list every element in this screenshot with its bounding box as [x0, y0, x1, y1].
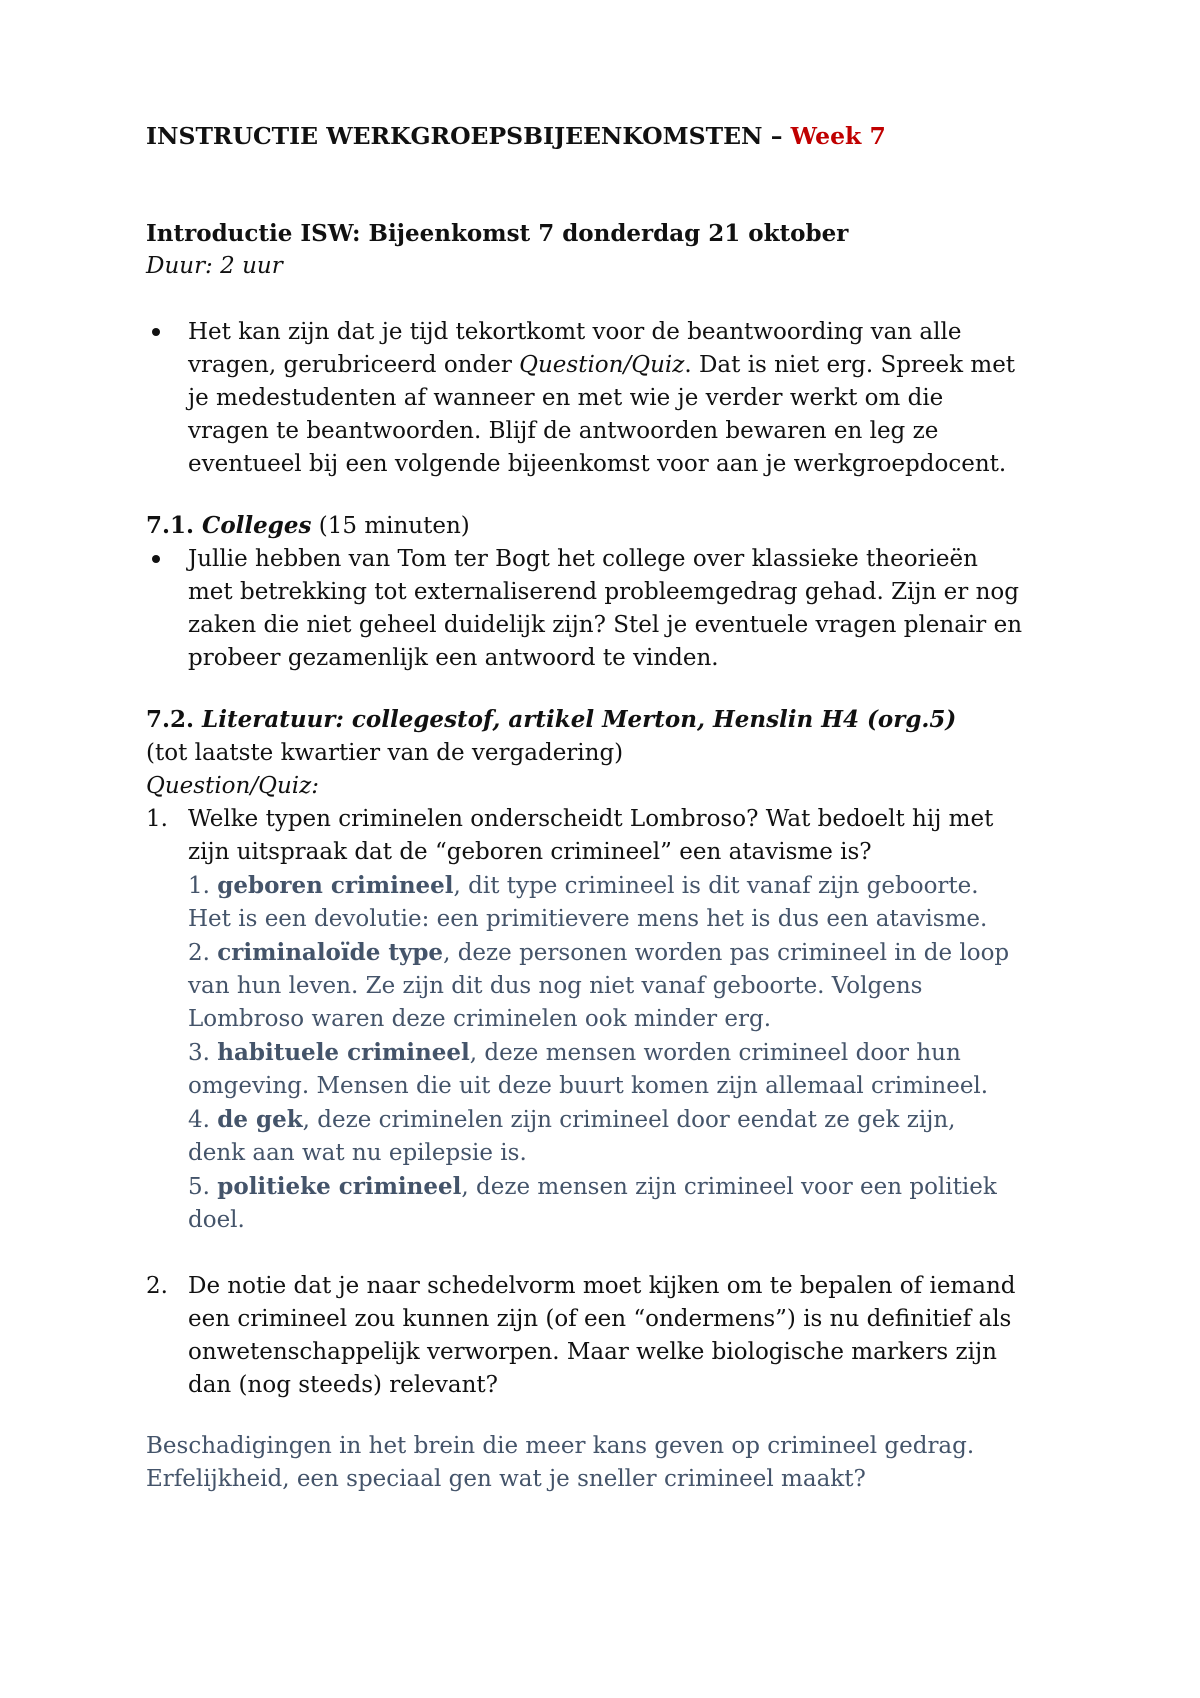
question-line: De notie dat je naar schedelvorm moet kijken om te bepalen of iemand: [188, 1273, 1016, 1299]
section-number: 7.1.: [146, 512, 203, 539]
document-page: [146, 120, 1076, 1496]
colleges-line: zaken die niet geheel duidelijk zijn? Stel je eventuele vragen plenair en: [188, 612, 1023, 638]
answer-text: , deze personen worden pas crimineel in de loop: [443, 940, 1010, 966]
title-text: INSTRUCTIE WERKGROEPSBIJEENKOMSTEN –: [146, 122, 791, 150]
intro-line: [188, 349, 1076, 382]
intro-quiz-ref: Question/Quiz: [519, 352, 685, 378]
question-line: dan (nog steeds) relevant?: [188, 1372, 498, 1398]
answer-term: habituele crimineel: [217, 1039, 470, 1066]
question-line: onwetenschappelijk verworpen. Maar welke biologische markers zijn: [188, 1339, 997, 1365]
answer-text: , deze mensen zijn crimineel voor een politiek: [461, 1174, 997, 1200]
answer-term: criminaloïde type: [217, 939, 444, 966]
answer-text: , deze criminelen zijn crimineel door eendat ze gek zijn,: [302, 1107, 956, 1133]
answer-term: geboren crimineel: [217, 872, 454, 899]
intro-line: Het kan zijn dat je tijd tekortkomt voor de beantwoording van alle: [188, 319, 962, 345]
answer-number: 3.: [188, 1040, 218, 1066]
answer-line: Lombroso waren deze criminelen ook minder erg.: [188, 1006, 772, 1032]
session-heading: Introductie ISW: Bijeenkomst 7 donderdag 21 oktober: [146, 220, 849, 247]
answer-line: doel.: [188, 1207, 245, 1233]
answer-line: [188, 936, 1076, 970]
intro-bullet-item: [146, 316, 1076, 481]
answer-text: , deze mensen worden crimineel door hun: [469, 1040, 961, 1066]
question-line: een crimineel zou kunnen zijn (of een “ondermens”) is nu definitief als: [188, 1306, 1012, 1332]
answer-line: van hun leven. Ze zijn dit dus nog niet vanaf geboorte. Volgens: [188, 973, 923, 999]
answer-number: 2.: [188, 940, 218, 966]
title-week: Week 7: [790, 122, 886, 150]
question-line: Welke typen criminelen onderscheidt Lombroso? Wat bedoelt hij met: [188, 806, 994, 832]
answer-line: denk aan wat nu epilepsie is.: [188, 1140, 527, 1166]
intro-text: . Dat is niet erg. Spreek met: [684, 352, 1016, 378]
intro-text: vragen, gerubriceerd onder: [188, 352, 520, 378]
colleges-line: probeer gezamenlijk een antwoord te vinden.: [188, 645, 719, 671]
quiz-label: Question/Quiz:: [146, 773, 319, 799]
answer-number: 4.: [188, 1107, 218, 1133]
answer-line: Beschadigingen in het brein die meer kans geven op crimineel gedrag.: [146, 1433, 975, 1459]
answer-line: [188, 1103, 1076, 1137]
section-subtitle: (tot laatste kwartier van de vergadering): [146, 740, 624, 766]
question-1: [146, 803, 1076, 1237]
answer-term: de gek: [217, 1106, 303, 1133]
answer-line: Het is een devolutie: een primitievere mens het is dus een atavisme.: [188, 906, 988, 932]
answer-line: [188, 1036, 1076, 1070]
colleges-line: met betrekking tot externaliserend probleemgedrag gehad. Zijn er nog: [188, 579, 1019, 605]
bullet-icon: [152, 328, 160, 336]
question-number: 1.: [146, 806, 168, 832]
intro-line: eventueel bij een volgende bijeenkomst voor aan je werkgroepdocent.: [188, 451, 1007, 477]
answer-text: , dit type crimineel is dit vanaf zijn geboorte.: [453, 873, 979, 899]
document-title: [146, 120, 1076, 153]
section-title: Colleges: [202, 512, 312, 539]
intro-line: je medestudenten af wanneer en met wie je verder werkt om die: [188, 385, 944, 411]
question-number: 2.: [146, 1273, 168, 1299]
answer-line: omgeving. Mensen die uit deze buurt komen zijn allemaal crimineel.: [188, 1073, 989, 1099]
section-7-2-heading: [146, 703, 1076, 737]
section-7-1-heading: [146, 509, 1076, 543]
answer-line: [188, 1170, 1076, 1204]
intro-line: vragen te beantwoorden. Blijf de antwoorden bewaren en leg ze: [188, 418, 939, 444]
answer-line: Erfelijkheid, een speciaal gen wat je sneller crimineel maakt?: [146, 1466, 866, 1492]
session-duration: Duur: 2 uur: [146, 253, 283, 279]
section-number: 7.2.: [146, 706, 203, 733]
answer-number: 1.: [188, 873, 218, 899]
question-2: [146, 1270, 1076, 1402]
answer-list: [188, 869, 1076, 1237]
answer-number: 5.: [188, 1174, 218, 1200]
question-line: zijn uitspraak dat de “geboren crimineel” een atavisme is?: [188, 839, 872, 865]
answer-term: politieke crimineel: [217, 1173, 462, 1200]
colleges-bullet-item: [146, 543, 1076, 675]
section-duration: (15 minuten): [311, 513, 470, 539]
answer-line: [188, 869, 1076, 903]
bullet-icon: [152, 555, 160, 563]
section-title: Literatuur: collegestof, artikel Merton, Henslin H4 (org.5): [202, 706, 957, 733]
colleges-line: Jullie hebben van Tom ter Bogt het college over klassieke theorieën: [188, 546, 978, 572]
